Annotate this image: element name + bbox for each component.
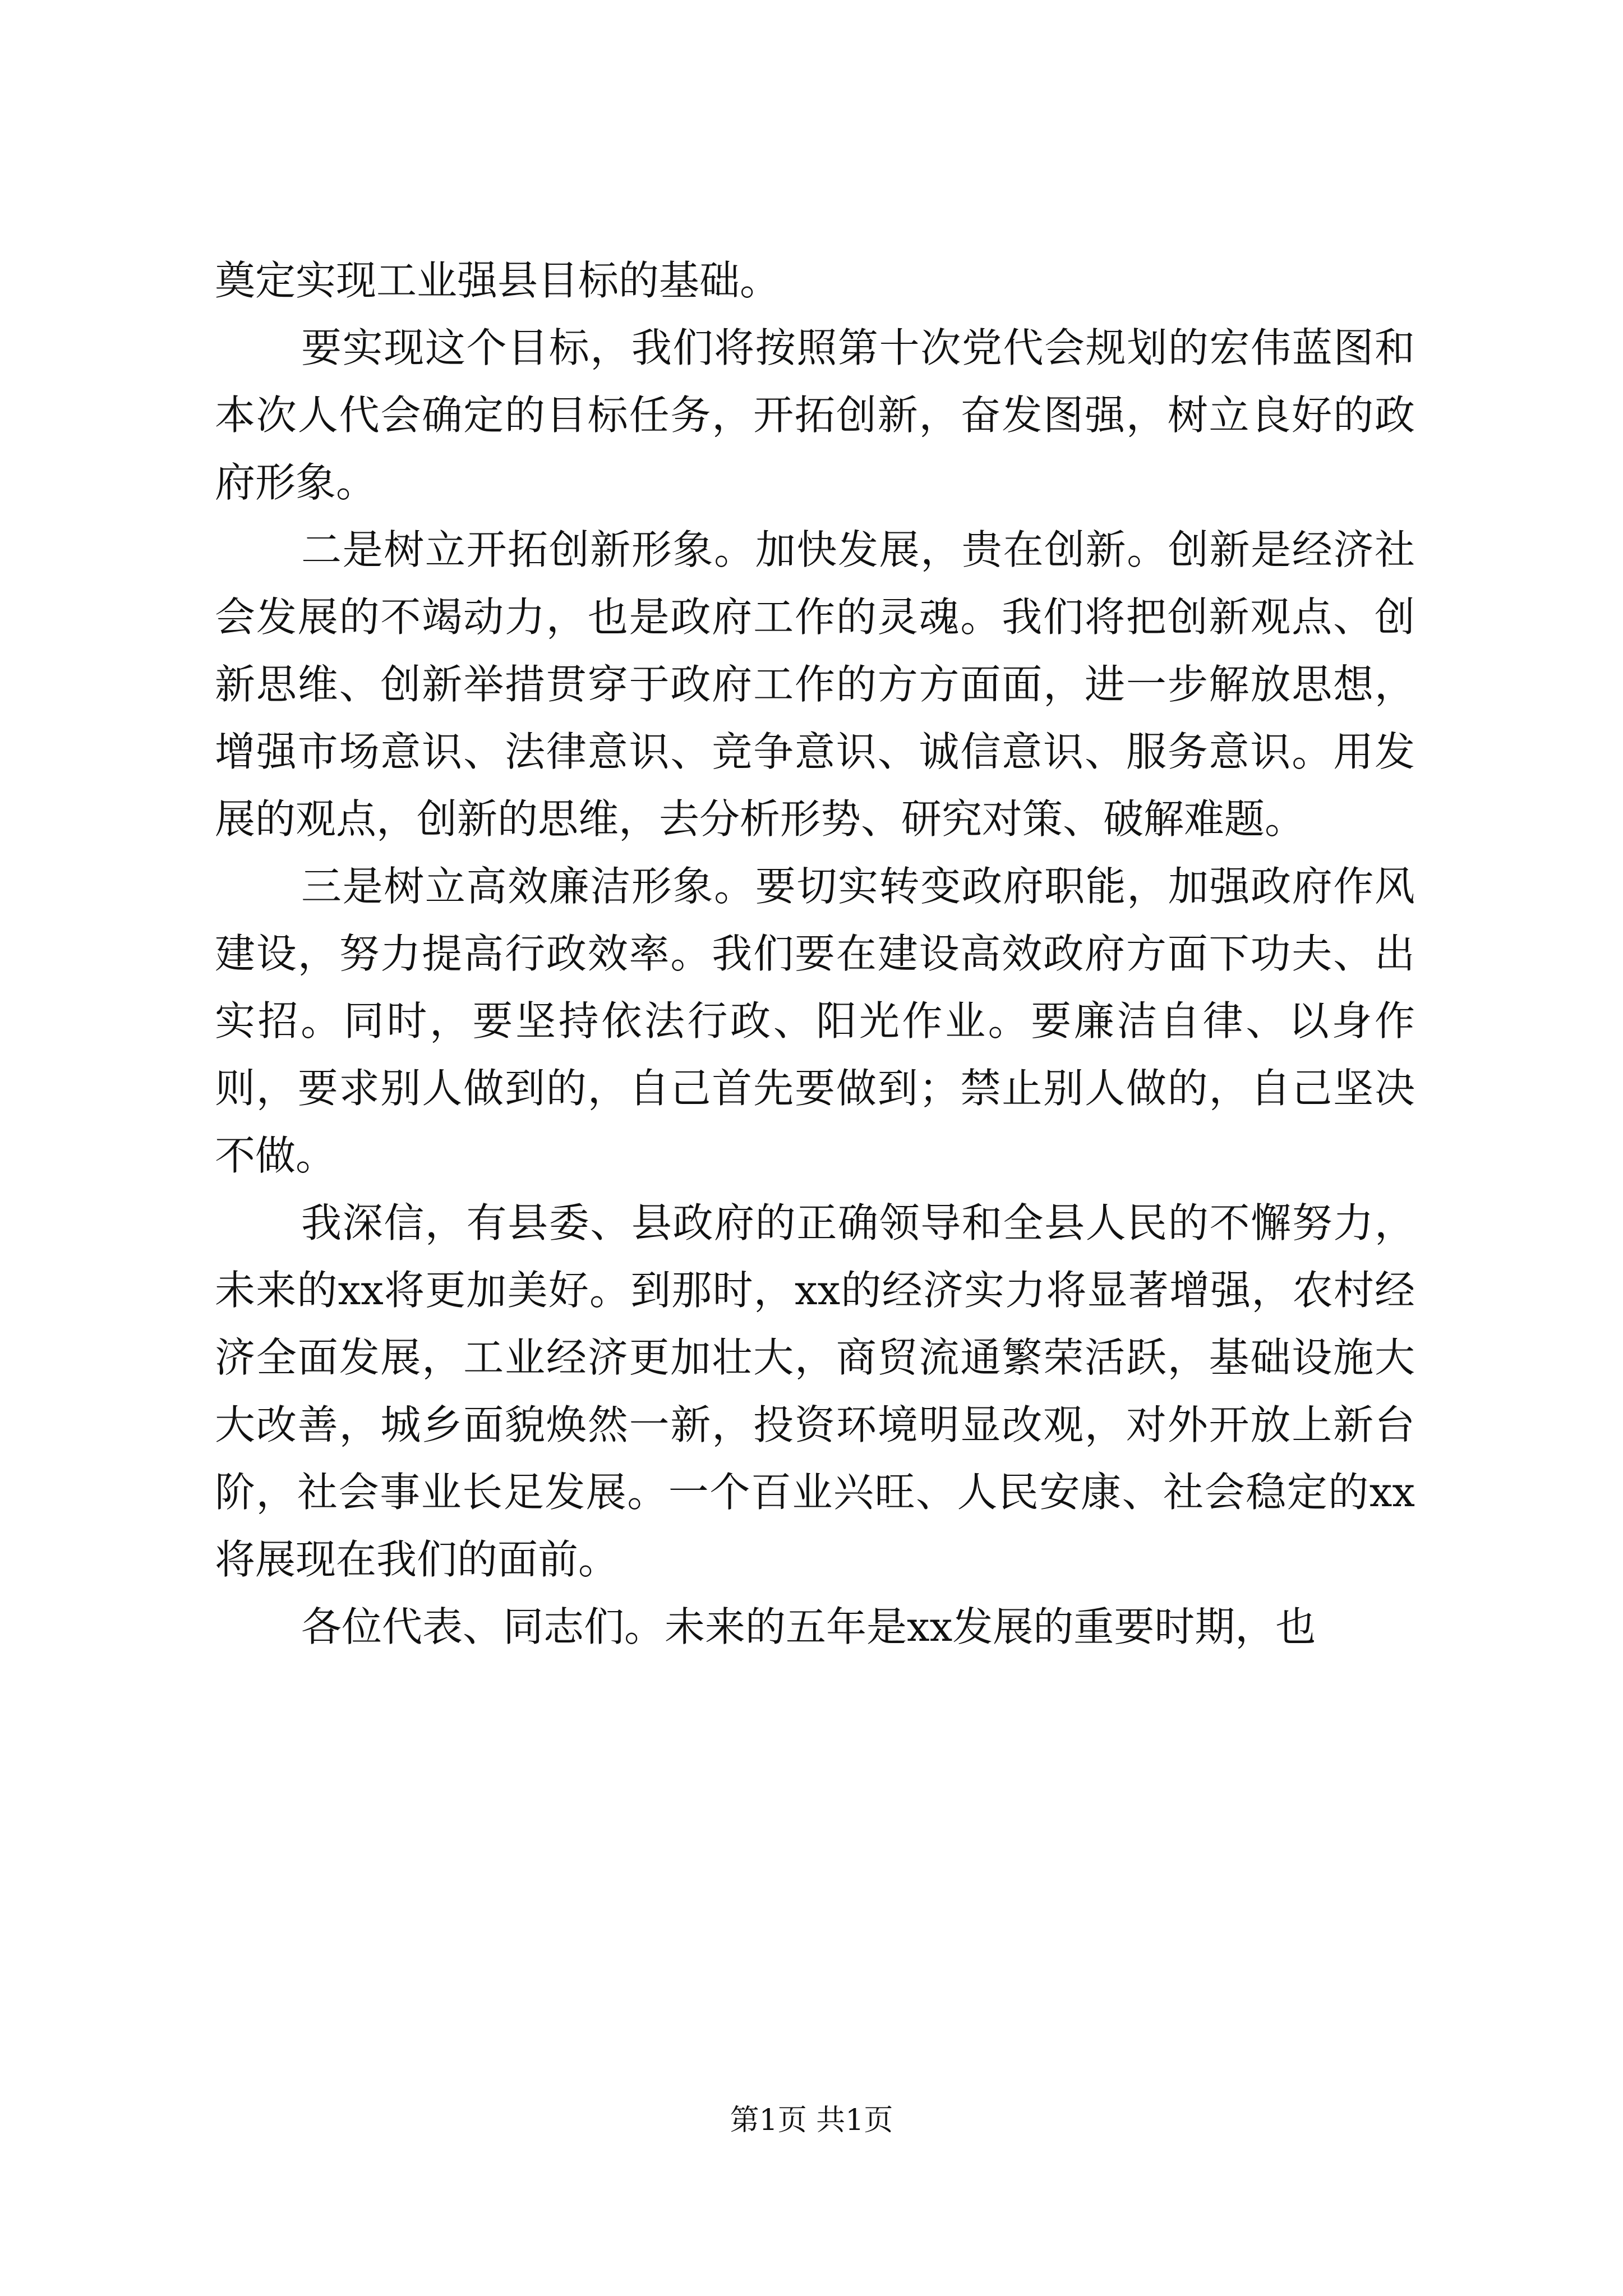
paragraph-2: 要实现这个目标，我们将按照第十次党代会规划的宏伟蓝图和本次人代会确定的目标任务，开拓创新，奋发图强，树立良好的政府形象。	[215, 324, 1415, 506]
body-text	[215, 247, 1415, 1660]
paragraph-6: 各位代表、同志们。未来的五年是xx发展的重要时期，也	[301, 1603, 1316, 1650]
paragraph-3: 二是树立开拓创新形象。加快发展，贵在创新。创新是经济社会发展的不竭动力，也是政府工作的灵魂。我们将把创新观点、创新思维、创新举措贯穿于政府工作的方方面面，进一步解放思想，增强市场意识、法律意识、竞争意识、诚信意识、服务意识。用发展的观点，创新的思维，去分析形势、研究对策、破解难题。	[215, 526, 1415, 843]
page-number-footer: 第1页 共1页	[730, 2104, 893, 2137]
paragraph-4: 三是树立高效廉洁形象。要切实转变政府职能，加强政府作风建设，努力提高行政效率。我们要在建设高效政府方面下功夫、出实招。同时，要坚持依法行政、阳光作业。要廉洁自律、以身作则，要求别人做到的，自己首先要做到；禁止别人做的，自己坚决不做。	[215, 863, 1415, 1179]
paragraph-1: 奠定实现工业强县目标的基础。	[215, 257, 781, 304]
paragraph-5: 我深信，有县委、县政府的正确领导和全县人民的不懈努力，未来的xx将更加美好。到那时，xx的经济实力将显著增强，农村经济全面发展，工业经济更加壮大，商贸流通繁荣活跃，基础设施大大改善，城乡面貌焕然一新，投资环境明显改观，对外开放上新台阶，社会事业长足发展。一个百业兴旺、人民安康、社会稳定的xx将展现在我们的面前。	[215, 1199, 1415, 1583]
